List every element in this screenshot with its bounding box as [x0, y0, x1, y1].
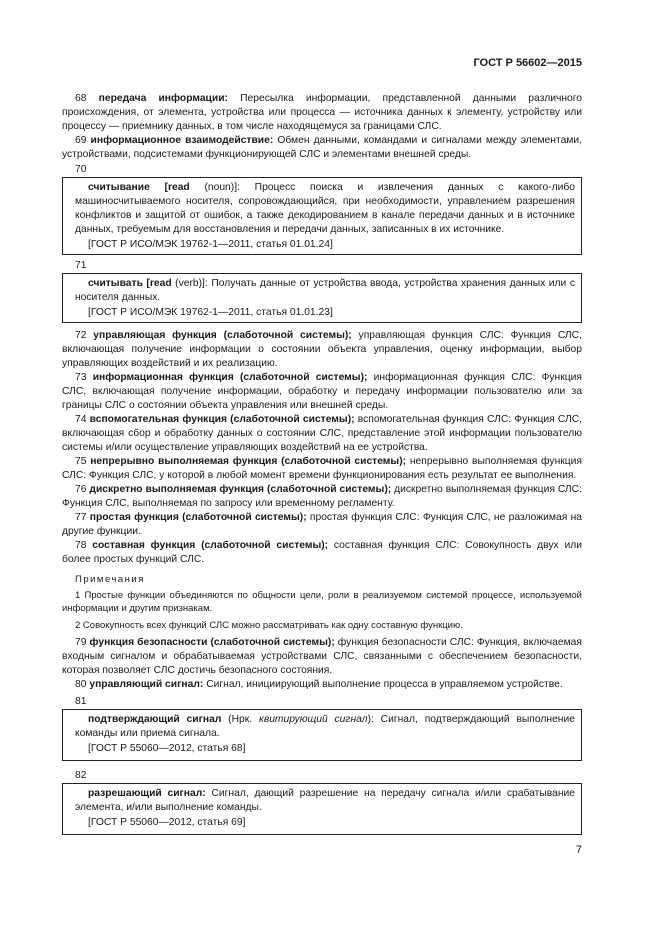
note-2: 2 Совокупность всех функций СЛС можно рассматривать как одну составную функцию.	[75, 620, 463, 631]
term-71-number: 71	[75, 260, 87, 271]
term-70-box	[62, 177, 582, 255]
term-82-box	[62, 783, 582, 835]
term-82-reference: [ГОСТ Р 55060—2012, статья 69]	[88, 817, 246, 828]
page-number: 7	[575, 844, 582, 856]
term-81-number: 81	[75, 696, 87, 707]
term-82: разрешающий сигнал: Сигнал, дающий разрешение на передачу сигнала и/или срабатывание элемента, и/или выполнение команды.	[75, 788, 575, 813]
term-69: 69 информационное взаимодействие: Обмен данными, командами и сигналами между элементами, устройствами, подсистемами функционирующей СЛС и элементами внешней среды.	[62, 135, 582, 160]
term-68: 68 передача информации: Пересылка информации, представленной данными различного происхождения, от элемента, устройства или процесса — источника данных к элементу, устройству или процессу — приемнику данных, в том числе находящемуся за границами СЛС.	[62, 93, 583, 132]
term-70-number: 70	[75, 164, 87, 175]
term-71-box	[62, 273, 582, 323]
term-75: 75 непрерывно выполняемая функция (слаботочной системы); непрерывно выполняемая функция СЛС: Функция СЛС, у которой в любой момент времени функционирования есть результат ее выполнения.	[62, 456, 582, 481]
note-1: 1 Простые функции объединяются по общности цели, роли в реализуемом системой процессе, используемой информации и другим признакам.	[62, 590, 582, 614]
standard-header: ГОСТ Р 56602—2015	[473, 57, 582, 69]
term-72: 72 управляющая функция (слаботочной системы); управляющая функция СЛС: Функция СЛС, включающая получение информации о состоянии объекта управления, оценку информации, выбор управляющих воздействий и их реализацию.	[62, 330, 582, 369]
term-78: 78 составная функция (слаботочной системы); составная функция СЛС: Совокупность двух или более простых функций СЛС.	[62, 540, 582, 565]
term-70-reference: [ГОСТ Р ИСО/МЭК 19762-1—2011, статья 01.01.24]	[88, 239, 333, 250]
term-82-number: 82	[75, 770, 87, 781]
term-76: 76 дискретно выполняемая функция (слаботочной системы); дискретно выполняемая функция СЛС: Функция СЛС, выполняемая по запросу или временному регламенту.	[62, 484, 582, 509]
term-71: считывать [read (verb)]: Получать данные от устройства ввода, устройства хранения данных или с носителя данных.	[75, 278, 575, 303]
page-body	[62, 60, 582, 837]
term-80: 80 управляющий сигнал: Сигнал, инициирующий выполнение процесса в управляемом устройстве.	[75, 679, 563, 690]
term-77: 77 простая функция (слаботочной системы); простая функция СЛС: Функция СЛС, не разложимая на другие функции.	[62, 512, 582, 537]
term-73: 73 информационная функция (слаботочной системы); информационная функция СЛС: Функция СЛС, включающая получение информации, обработку и передачу информации пользователю или за границы СЛС о состоянии объекта управления или внешней среды.	[62, 372, 582, 411]
term-81: подтверждающий сигнал (Нрк. квитирующий сигнал): Сигнал, подтверждающий выполнение команды или приема сигнала.	[75, 714, 575, 739]
term-79: 79 функция безопасности (слаботочной системы); функция безопасности СЛС: Функция, включаемая входным сигналом и обрабатываемая устройствами СЛС, связанными с обеспечением безопасности, которая позволяет СЛС достичь безопасного состояния.	[62, 637, 582, 676]
term-71-reference: [ГОСТ Р ИСО/МЭК 19762-1—2011, статья 01.01.23]	[88, 307, 333, 318]
term-81-box	[62, 709, 582, 761]
term-74: 74 вспомогательная функция (слаботочной системы); вспомогательная функция СЛС: Функция СЛС, включающая сбор и обработку данных о состоянии СЛС, представление этой информации пользователю системы и/или осуществление управляющих воздействий на ее устройства.	[62, 414, 582, 453]
term-70: считывание [read (noun)]: Процесс поиска и извлечения данных с какого-либо машиносчитываемого носителя, сопровождающийся, при необходимости, управлением разрешения конфликтов и защитой от ошибок, а также декодированием в канале передачи данных и в источнике данных, требуемым для восстановления и передачи данных, записанных в их источнике.	[75, 182, 575, 235]
term-81-reference: [ГОСТ Р 55060—2012, статья 68]	[88, 743, 246, 754]
notes-title: Примечания	[75, 574, 145, 585]
